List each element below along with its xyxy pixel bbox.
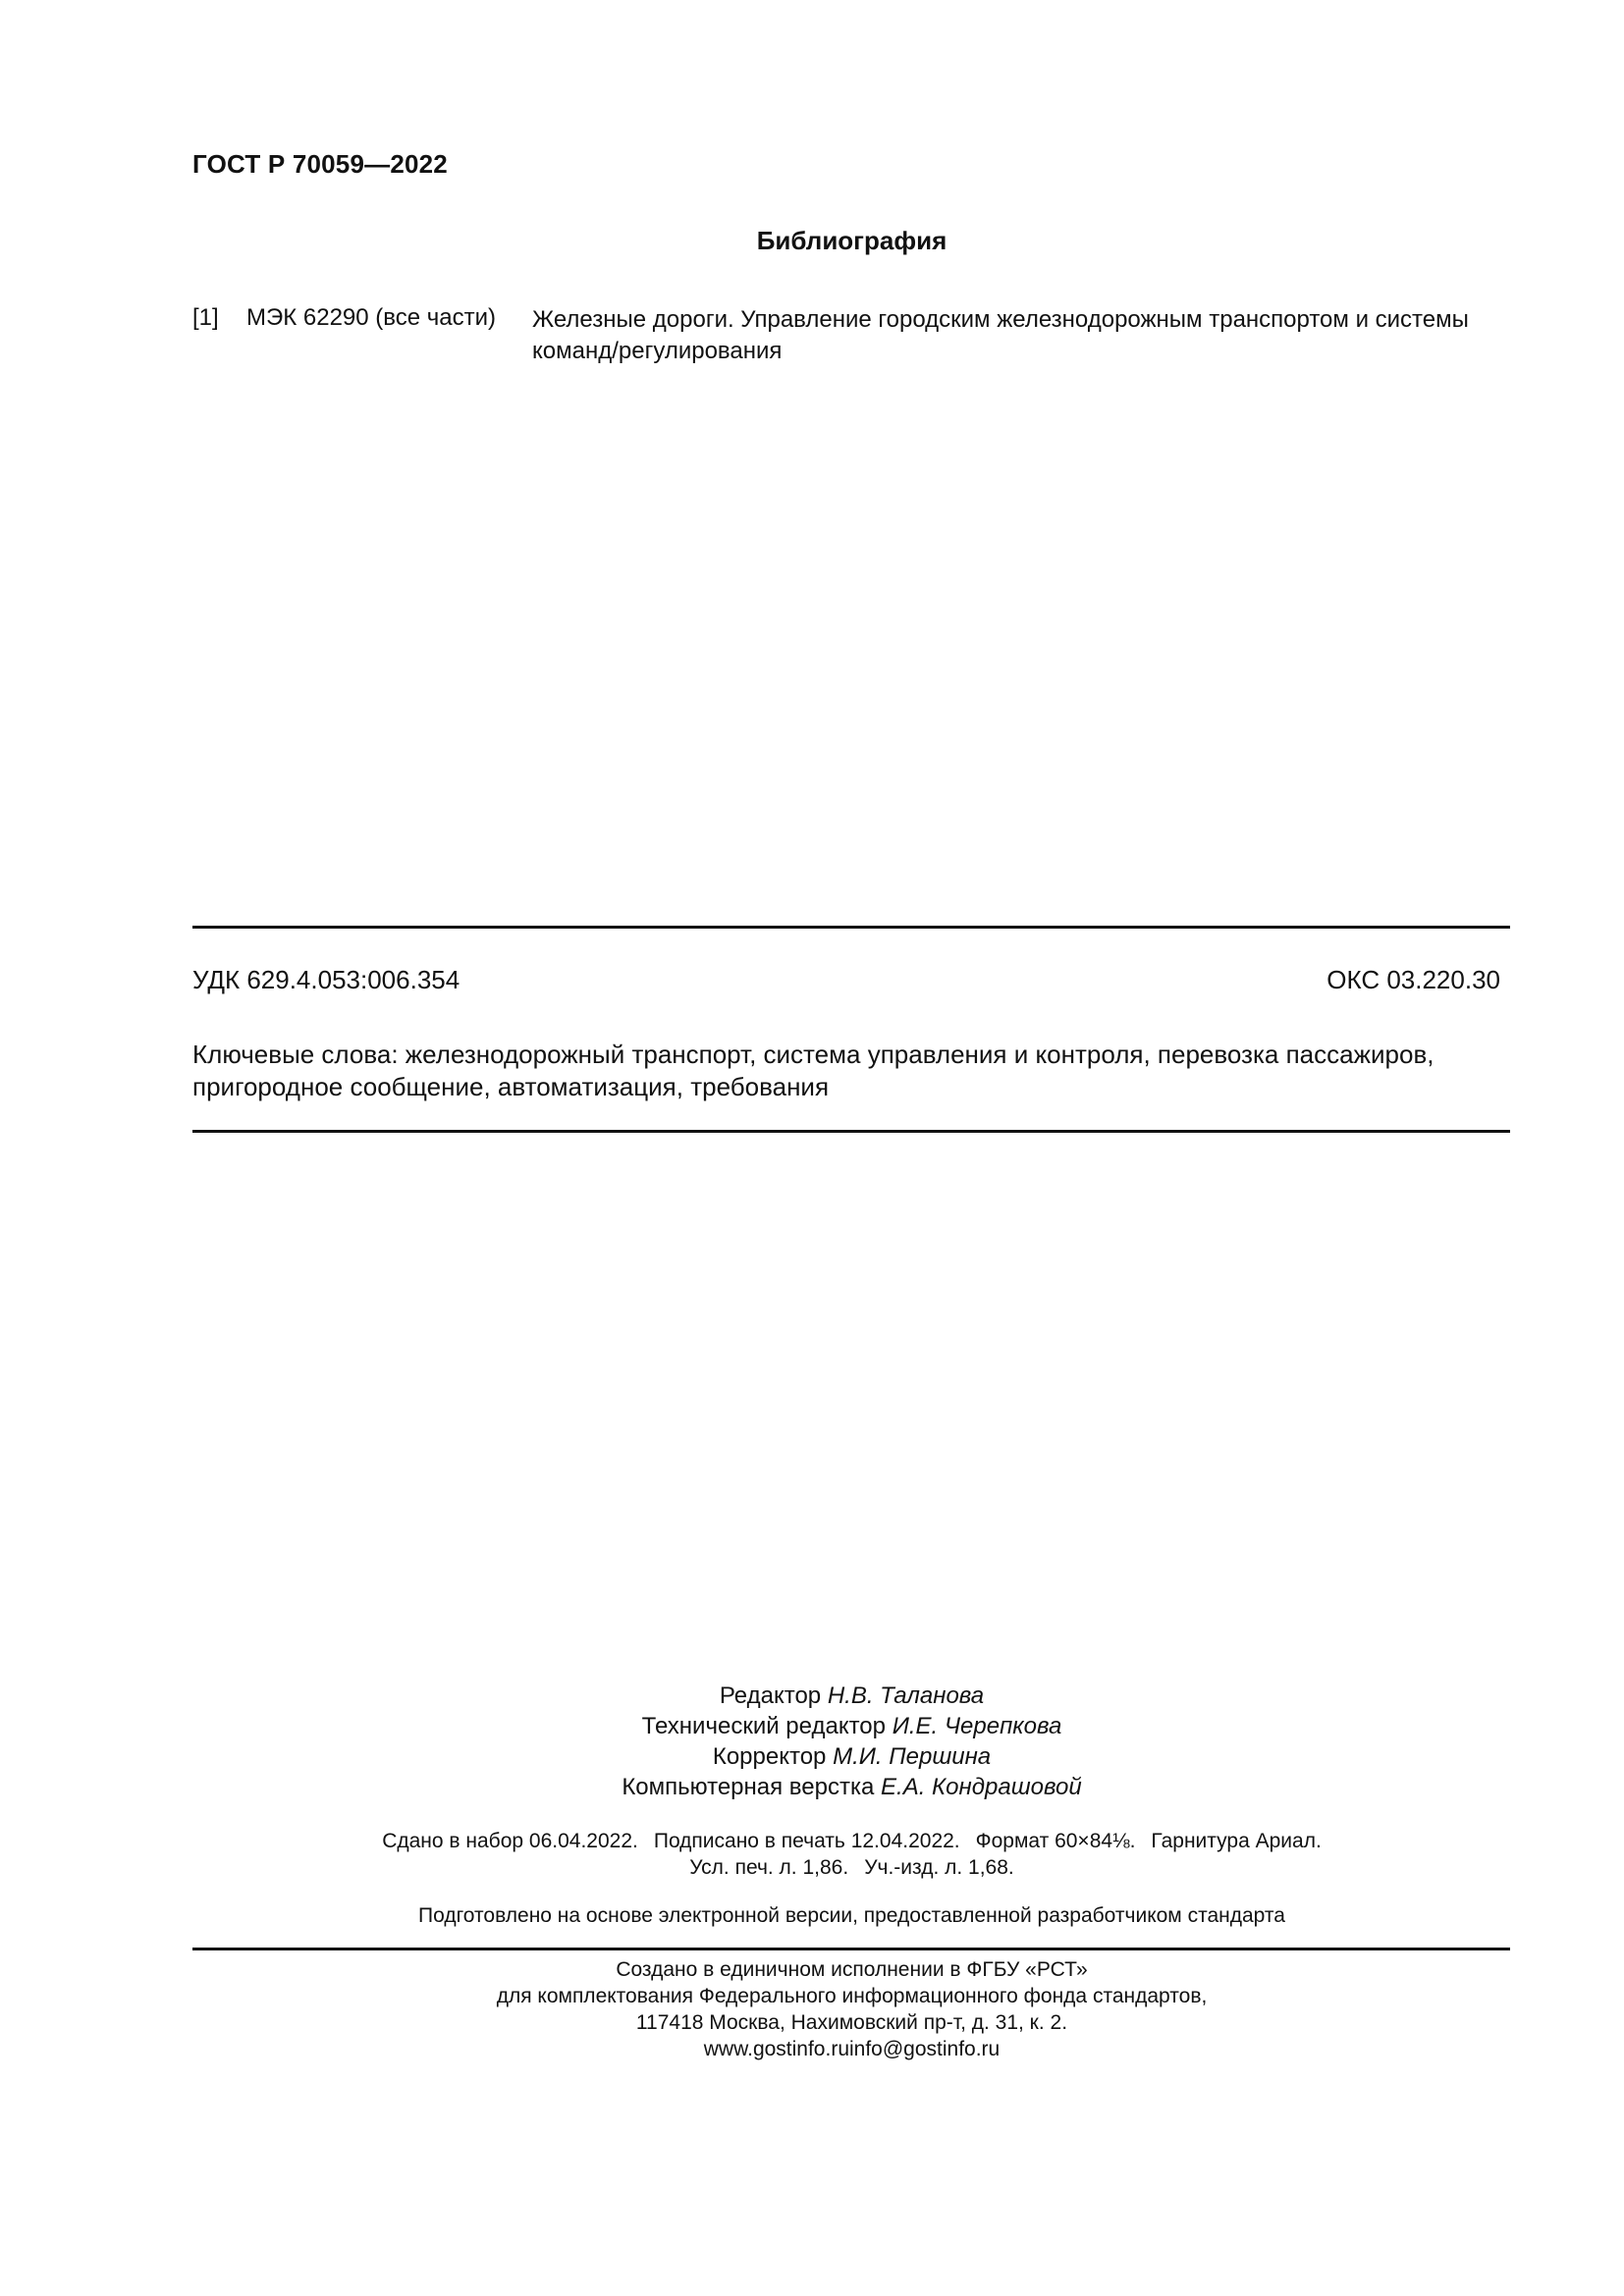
keywords-text: Ключевые слова: железнодорожный транспорт, система управления и контроля, перевозка пассажиров, пригородное сообщение, автоматизация, требования (192, 1040, 1435, 1101)
credit-role: Технический редактор (641, 1713, 887, 1739)
bibliography-heading: Библиография (756, 226, 947, 255)
credit-technical-editor (0, 1711, 1624, 1741)
divider-middle (192, 1130, 1510, 1133)
reference-source: МЭК 62290 (все части) (246, 304, 497, 331)
credit-name: Е.А. Кондрашовой (881, 1774, 1082, 1800)
oks-code: ОКС 03.220.30 (1326, 965, 1500, 994)
reference-number: [1] (192, 304, 219, 331)
footer-line-3: 117418 Москва, Нахимовский пр-т, д. 31, к. 2. (635, 2011, 1068, 2034)
credit-role: Редактор (719, 1682, 822, 1709)
credit-editor (0, 1681, 1624, 1711)
credit-proofreader (0, 1741, 1624, 1772)
divider-bottom (192, 1948, 1510, 1950)
edition-sheets: Уч.-изд. л. 1,68. (864, 1856, 1014, 1879)
credits-block (0, 1681, 1624, 1802)
footer-block (0, 1956, 1624, 2062)
print-sheets: Усл. печ. л. 1,86. (689, 1856, 849, 1879)
email-link[interactable]: info@gostinfo.ru (849, 2038, 1001, 2060)
credit-name: И.Е. Черепкова (892, 1713, 1062, 1739)
footer-contacts (0, 2036, 1624, 2062)
credit-role: Корректор (712, 1743, 827, 1770)
document-code: ГОСТ Р 70059—2022 (192, 149, 448, 179)
credit-name: Н.В. Таланова (827, 1682, 985, 1709)
credit-layout (0, 1772, 1624, 1802)
publication-line-1 (0, 1828, 1624, 1854)
prepared-note: Подготовлено на основе электронной версии, предоставленной разработчиком стандарта (418, 1904, 1285, 1927)
reference-title: Железные дороги. Управление городским железнодорожным транспортом и системы команд/регулирования (532, 306, 1469, 364)
signed-date: Подписано в печать 12.04.2022. (653, 1830, 960, 1852)
paper-format: Формат 60×84⅛. (975, 1830, 1136, 1852)
udk-code: УДК 629.4.053:006.354 (192, 965, 460, 994)
footer-line-2: для комплектования Федерального информационного фонда стандартов, (496, 1985, 1208, 2007)
typeface: Гарнитура Ариал. (1151, 1830, 1322, 1852)
submitted-date: Сдано в набор 06.04.2022. (382, 1830, 638, 1852)
website-link[interactable]: www.gostinfo.ru (703, 2038, 849, 2060)
footer-line-1: Создано в единичном исполнении в ФГБУ «РСТ» (616, 1958, 1088, 1981)
publication-info (0, 1828, 1624, 1881)
credit-role: Компьютерная верстка (622, 1774, 875, 1800)
credit-name: М.И. Першина (833, 1743, 992, 1770)
publication-line-2 (0, 1854, 1624, 1881)
divider-top (192, 926, 1510, 929)
